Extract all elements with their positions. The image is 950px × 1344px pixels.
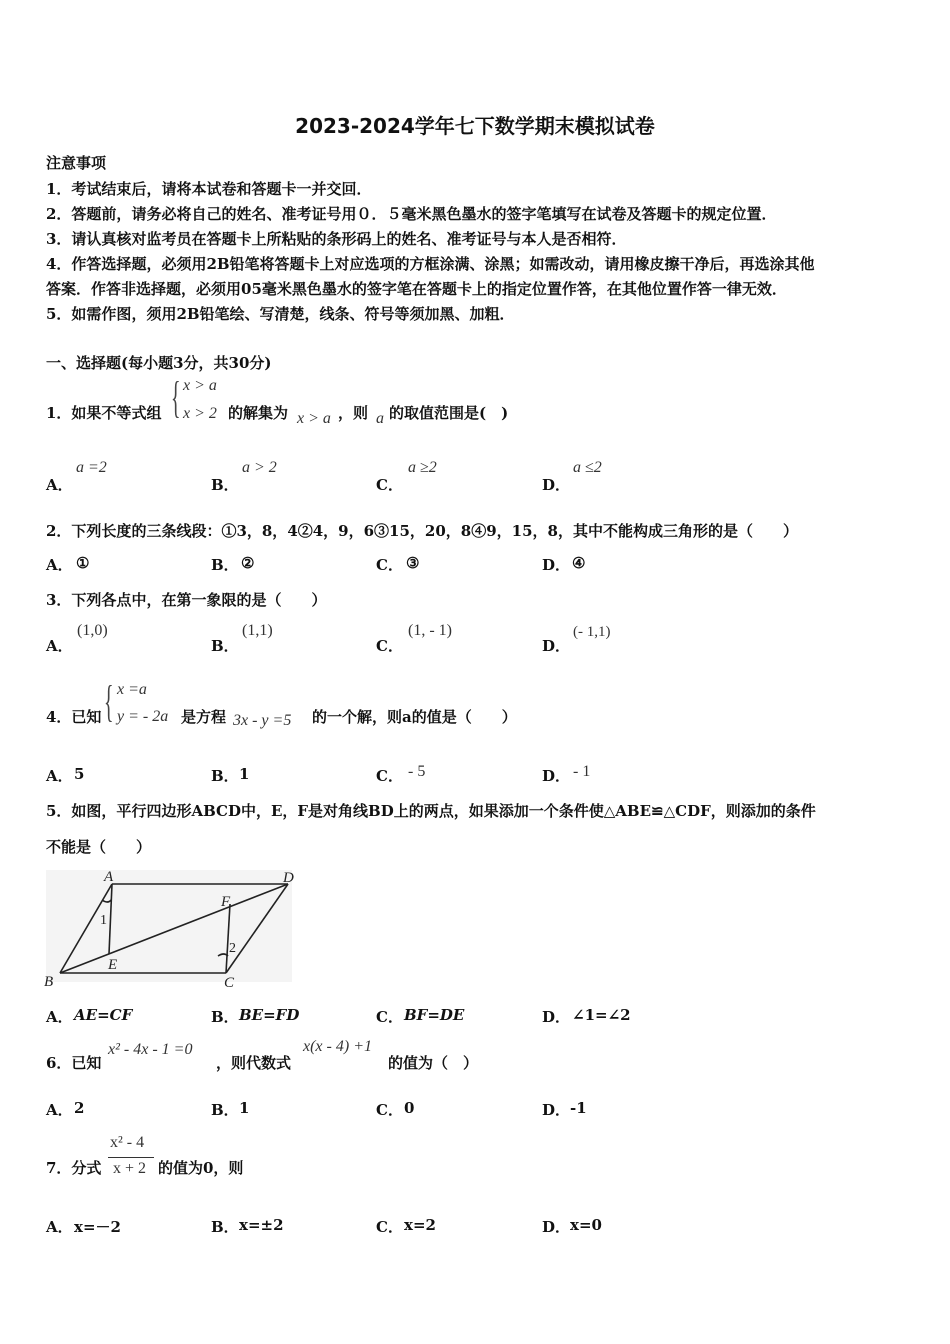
q7-fraction-bar	[108, 1157, 154, 1158]
q5-option-label: C．	[376, 1008, 403, 1026]
q6-option-label: D．	[542, 1101, 571, 1119]
q4-option-value: - 1	[573, 763, 591, 780]
label-f: F	[221, 894, 231, 910]
q3-option-value: (- 1,1)	[573, 624, 611, 640]
q3-option-label: D．	[542, 637, 571, 655]
q1-option-value: a ≥2	[408, 459, 437, 476]
q6-option-value: -1	[570, 1099, 587, 1117]
label-b: B	[44, 974, 54, 990]
q4-mid: 是方程	[181, 708, 227, 726]
q6-option-value: 0	[404, 1099, 415, 1117]
q6-option-value: 1	[239, 1099, 250, 1117]
q7-option-value: x=±2	[239, 1216, 284, 1234]
notice-item: 3．请认真核对监考员在答题卡上所粘贴的条形码上的姓名、准考证号与本人是否相符．	[46, 230, 627, 248]
label-angle-1: 1	[100, 913, 107, 928]
q6-option-label: B．	[211, 1101, 239, 1119]
q4-option-value: - 5	[408, 763, 426, 780]
notice-item: 5．如需作图，须用2B铅笔绘、写清楚，线条、符号等须加黑、加粗．	[46, 305, 515, 323]
q7-option-label: D．	[542, 1218, 571, 1236]
q5-option-label: B．	[211, 1008, 239, 1026]
page-title: 2023-2024学年七下数学期末模拟试卷	[295, 114, 655, 138]
q4-system-line1: x =a	[117, 681, 147, 698]
q7-option-label: A．	[46, 1218, 73, 1236]
q5-text: 5．如图，平行四边形ABCD中，E，F是对角线BD上的两点，如果添加一个条件使△ABE≌△CDF，则添加的条件	[46, 802, 816, 820]
label-d: D	[283, 870, 294, 886]
q4-option-label: A．	[46, 767, 73, 785]
q6-mid: ，则代数式	[216, 1054, 292, 1072]
q2-option-label: D．	[542, 556, 571, 574]
parallelogram-figure	[40, 866, 310, 990]
q4-brace: {	[104, 677, 114, 726]
q7-option-value: x=0	[570, 1216, 602, 1234]
q7-option-value: x=2	[404, 1216, 436, 1234]
q7-prefix: 7．分式	[46, 1159, 102, 1177]
q1-option-label: D．	[542, 476, 571, 494]
q1-brace: {	[171, 373, 181, 422]
q6-option-value: 2	[74, 1099, 85, 1117]
notice-item: 答案．作答非选择题，必须用05毫米黑色墨水的签字笔在答题卡上的指定位置作答，在其他位置作答一律无效．	[46, 280, 787, 298]
q7-denominator: x + 2	[113, 1160, 147, 1177]
q3-option-label: B．	[211, 637, 239, 655]
q3-option-label: A．	[46, 637, 73, 655]
label-c: C	[224, 975, 235, 990]
q3-option-value: (1,0)	[77, 622, 108, 639]
q7-numerator: x² - 4	[110, 1134, 145, 1151]
q3-option-label: C．	[376, 637, 403, 655]
q6-expression: x(x - 4) +1	[303, 1038, 372, 1055]
q4-system-line2: y = - 2a	[117, 708, 169, 725]
q1-option-value: a =2	[76, 459, 107, 476]
q5-option-value: ∠1=∠2	[572, 1006, 631, 1024]
q4-option-value: 5	[74, 765, 85, 783]
q4-option-label: D．	[542, 767, 571, 785]
figure-background	[46, 870, 292, 982]
q5-option-value: BF=DE	[404, 1006, 465, 1024]
q6-equation: x² - 4x - 1 =0	[108, 1041, 193, 1058]
q6-suffix: 的值为（ ）	[388, 1054, 479, 1072]
q2-option-value: ④	[572, 554, 586, 572]
notice-item: 4．作答选择题，必须用2B铅笔将答题卡上对应选项的方框涂满、涂黑；如需改动，请用橡皮擦干净后，再选涂其他	[46, 255, 815, 273]
q2-option-label: A．	[46, 556, 73, 574]
q1-system-line2: x > 2	[183, 405, 217, 422]
label-a: A	[104, 869, 114, 885]
label-e: E	[108, 957, 118, 973]
q2-option-value: ①	[76, 554, 90, 572]
q3-option-value: (1,1)	[242, 622, 273, 639]
q1-option-value: a ≤2	[573, 459, 602, 476]
q1-solution: x > a	[297, 410, 331, 427]
q7-option-value: x=－2	[74, 1218, 121, 1236]
q5-option-value: BE=FD	[239, 1006, 300, 1024]
q6-prefix: 6．已知	[46, 1054, 102, 1072]
q3-text: 3．下列各点中，在第一象限的是（ ）	[46, 591, 327, 609]
q1-mid: 的解集为	[228, 404, 289, 422]
q1-option-label: B．	[211, 476, 239, 494]
q2-text: 2．下列长度的三条线段：①3，8，4②4，9，6③15，20，8④9，15，8，其中不能构成三角形的是（ ）	[46, 522, 798, 540]
q4-suffix: 的一个解，则a的值是（ ）	[312, 708, 517, 726]
q1-comma: ，则	[338, 404, 369, 422]
q1-option-label: C．	[376, 476, 403, 494]
q1-var: a	[376, 410, 384, 427]
q6-option-label: A．	[46, 1101, 73, 1119]
q2-option-value: ②	[241, 554, 255, 572]
label-angle-2: 2	[229, 941, 236, 956]
q4-equation: 3x - y =5	[233, 712, 292, 729]
q6-option-label: C．	[376, 1101, 403, 1119]
notice-item: 2．答题前，请务必将自己的姓名、准考证号用０．５毫米黑色墨水的签字笔填写在试卷及答题卡的规定位置．	[46, 205, 777, 223]
q3-option-value: (1, - 1)	[408, 622, 452, 639]
q1-option-label: A．	[46, 476, 73, 494]
q2-option-label: B．	[211, 556, 239, 574]
q1-system-line1: x > a	[183, 377, 217, 394]
q5-text-cont: 不能是（ ）	[46, 838, 152, 856]
q1-suffix: 的取值范围是( )	[389, 404, 509, 422]
q7-option-label: C．	[376, 1218, 403, 1236]
q1-prefix: 1．如果不等式组	[46, 404, 162, 422]
q4-option-value: 1	[239, 765, 250, 783]
notice-item: 1．考试结束后，请将本试卷和答题卡一并交回．	[46, 180, 372, 198]
q2-option-label: C．	[376, 556, 403, 574]
q5-option-value: AE=CF	[74, 1006, 133, 1024]
q5-option-label: A．	[46, 1008, 73, 1026]
section-heading: 一、选择题(每小题3分，共30分)	[46, 354, 272, 372]
q2-option-value: ③	[406, 554, 420, 572]
q5-option-label: D．	[542, 1008, 571, 1026]
notice-heading: 注意事项	[46, 154, 107, 172]
q4-prefix: 4．已知	[46, 708, 102, 726]
q1-option-value: a > 2	[242, 459, 277, 476]
q4-option-label: C．	[376, 767, 403, 785]
q7-suffix: 的值为0，则	[158, 1159, 244, 1177]
q4-option-label: B．	[211, 767, 239, 785]
q7-option-label: B．	[211, 1218, 239, 1236]
